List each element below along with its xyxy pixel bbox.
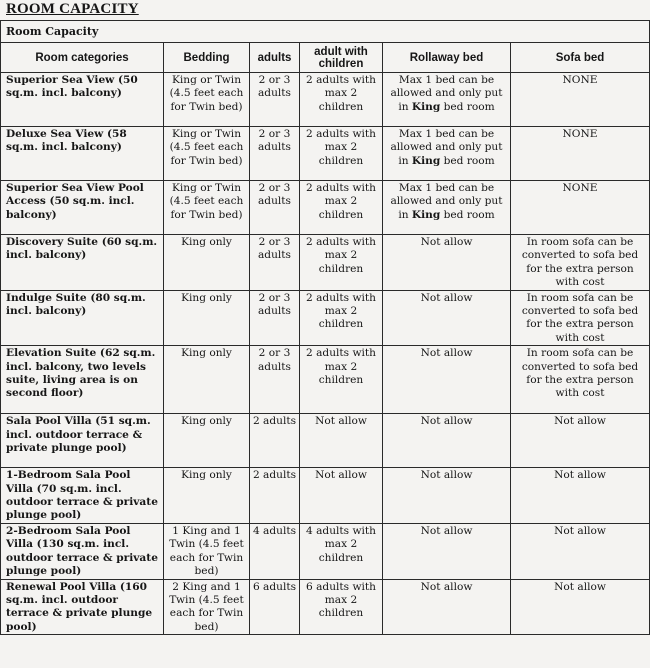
room-category-cell: 2-Bedroom Sala Pool Villa (130 sq.m. incl. outdoor terrace & private plunge pool) xyxy=(1,523,164,579)
table-row xyxy=(1,523,650,579)
rollaway-text: Max 1 bed can be allowed and only put in xyxy=(390,182,503,221)
rollaway-text-suffix: bed room xyxy=(440,208,495,221)
adults-cell: 2 adults xyxy=(250,414,300,468)
room-category-cell: Deluxe Sea View (58 sq.m. incl. balcony) xyxy=(1,127,164,181)
rollaway-text: Not allow xyxy=(420,524,473,537)
table-row xyxy=(1,414,650,468)
rollaway-bed-cell xyxy=(383,468,511,524)
bedding-cell: King only xyxy=(164,290,250,346)
adult-with-children-cell: Not allow xyxy=(300,414,383,468)
adults-cell: 2 or 3 adults xyxy=(250,235,300,291)
rollaway-bed-type: King xyxy=(411,208,441,221)
bedding-cell: King only xyxy=(164,346,250,414)
room-category-cell: Sala Pool Villa (51 sq.m. incl. outdoor terrace & private plunge pool) xyxy=(1,414,164,468)
rollaway-bed-cell xyxy=(383,127,511,181)
rollaway-text-suffix: bed room xyxy=(440,100,495,113)
rollaway-bed-cell xyxy=(383,181,511,235)
table-row xyxy=(1,235,650,291)
bedding-cell: King only xyxy=(164,235,250,291)
room-category-cell: Renewal Pool Villa (160 sq.m. incl. outdoor terrace & private plunge pool) xyxy=(1,579,164,635)
bedding-cell: 2 King and 1 Twin (4.5 feet each for Twin bed) xyxy=(164,579,250,635)
adult-with-children-cell: 2 adults with max 2 children xyxy=(300,290,383,346)
adults-cell: 4 adults xyxy=(250,523,300,579)
room-category-cell: Indulge Suite (80 sq.m. incl. balcony) xyxy=(1,290,164,346)
rollaway-text: Not allow xyxy=(420,415,473,428)
rollaway-bed-cell xyxy=(383,290,511,346)
table-row xyxy=(1,127,650,181)
rollaway-bed-cell xyxy=(383,414,511,468)
adults-cell: 2 or 3 adults xyxy=(250,346,300,414)
table-row xyxy=(1,181,650,235)
sofa-bed-cell: In room sofa can be converted to sofa bed for the extra person with cost xyxy=(511,290,650,346)
sofa-bed-cell: Not allow xyxy=(511,523,650,579)
room-capacity-table xyxy=(0,20,650,635)
adult-with-children-cell: 6 adults with max 2 children xyxy=(300,579,383,635)
bedding-cell: King only xyxy=(164,414,250,468)
adult-with-children-cell: 2 adults with max 2 children xyxy=(300,73,383,127)
adults-cell: 2 or 3 adults xyxy=(250,73,300,127)
adults-cell: 2 or 3 adults xyxy=(250,181,300,235)
sofa-bed-cell: Not allow xyxy=(511,579,650,635)
header-bedding: Bedding xyxy=(164,43,250,73)
rollaway-text-suffix: bed room xyxy=(440,154,495,167)
room-category-cell: Discovery Suite (60 sq.m. incl. balcony) xyxy=(1,235,164,291)
adult-with-children-cell: 2 adults with max 2 children xyxy=(300,346,383,414)
rollaway-bed-cell xyxy=(383,73,511,127)
rollaway-bed-cell xyxy=(383,523,511,579)
room-category-cell: Superior Sea View (50 sq.m. incl. balcony) xyxy=(1,73,164,127)
rollaway-text: Not allow xyxy=(420,469,473,482)
adult-with-children-cell: 2 adults with max 2 children xyxy=(300,235,383,291)
sofa-bed-cell: Not allow xyxy=(511,414,650,468)
rollaway-bed-type: King xyxy=(411,154,441,167)
rollaway-text: Not allow xyxy=(420,580,473,593)
rollaway-bed-type: King xyxy=(411,100,441,113)
header-sofa-bed: Sofa bed xyxy=(511,43,650,73)
rollaway-text: Not allow xyxy=(420,347,473,360)
sofa-bed-cell: In room sofa can be converted to sofa bed for the extra person with cost xyxy=(511,235,650,291)
table-row xyxy=(1,468,650,524)
sofa-bed-cell: In room sofa can be converted to sofa bed for the extra person with cost xyxy=(511,346,650,414)
bedding-cell: King only xyxy=(164,468,250,524)
adult-with-children-cell: Not allow xyxy=(300,468,383,524)
document-title: ROOM CAPACITY xyxy=(6,1,139,17)
rollaway-bed-cell xyxy=(383,235,511,291)
room-category-cell: Superior Sea View Pool Access (50 sq.m. incl. balcony) xyxy=(1,181,164,235)
header-adults: adults xyxy=(250,43,300,73)
adults-cell: 2 or 3 adults xyxy=(250,127,300,181)
header-adult-with-children: adult with children xyxy=(300,43,383,73)
adults-cell: 2 or 3 adults xyxy=(250,290,300,346)
room-category-cell: Elevation Suite (62 sq.m. incl. balcony, two levels suite, living area is on second floor) xyxy=(1,346,164,414)
adult-with-children-cell: 2 adults with max 2 children xyxy=(300,181,383,235)
rollaway-text: Not allow xyxy=(420,291,473,304)
rollaway-bed-cell xyxy=(383,346,511,414)
table-row xyxy=(1,73,650,127)
table-row xyxy=(1,579,650,635)
rollaway-bed-cell xyxy=(383,579,511,635)
sofa-bed-cell: NONE xyxy=(511,73,650,127)
bedding-cell: King or Twin (4.5 feet each for Twin bed) xyxy=(164,73,250,127)
rollaway-text: Max 1 bed can be allowed and only put in xyxy=(390,74,503,113)
bedding-cell: King or Twin (4.5 feet each for Twin bed) xyxy=(164,181,250,235)
rollaway-text: Max 1 bed can be allowed and only put in xyxy=(390,128,503,167)
table-row xyxy=(1,346,650,414)
table-row xyxy=(1,290,650,346)
sofa-bed-cell: Not allow xyxy=(511,468,650,524)
header-rollaway-bed: Rollaway bed xyxy=(383,43,511,73)
adult-with-children-cell: 4 adults with max 2 children xyxy=(300,523,383,579)
room-category-cell: 1-Bedroom Sala Pool Villa (70 sq.m. incl. outdoor terrace & private plunge pool) xyxy=(1,468,164,524)
adult-with-children-cell: 2 adults with max 2 children xyxy=(300,127,383,181)
bedding-cell: King or Twin (4.5 feet each for Twin bed) xyxy=(164,127,250,181)
rollaway-text: Not allow xyxy=(420,236,473,248)
sofa-bed-cell: NONE xyxy=(511,181,650,235)
bedding-cell: 1 King and 1 Twin (4.5 feet each for Twin bed) xyxy=(164,523,250,579)
sofa-bed-cell: NONE xyxy=(511,127,650,181)
adults-cell: 6 adults xyxy=(250,579,300,635)
header-room-categories: Room categories xyxy=(1,43,164,73)
adults-cell: 2 adults xyxy=(250,468,300,524)
table-caption: Room Capacity xyxy=(1,21,650,43)
